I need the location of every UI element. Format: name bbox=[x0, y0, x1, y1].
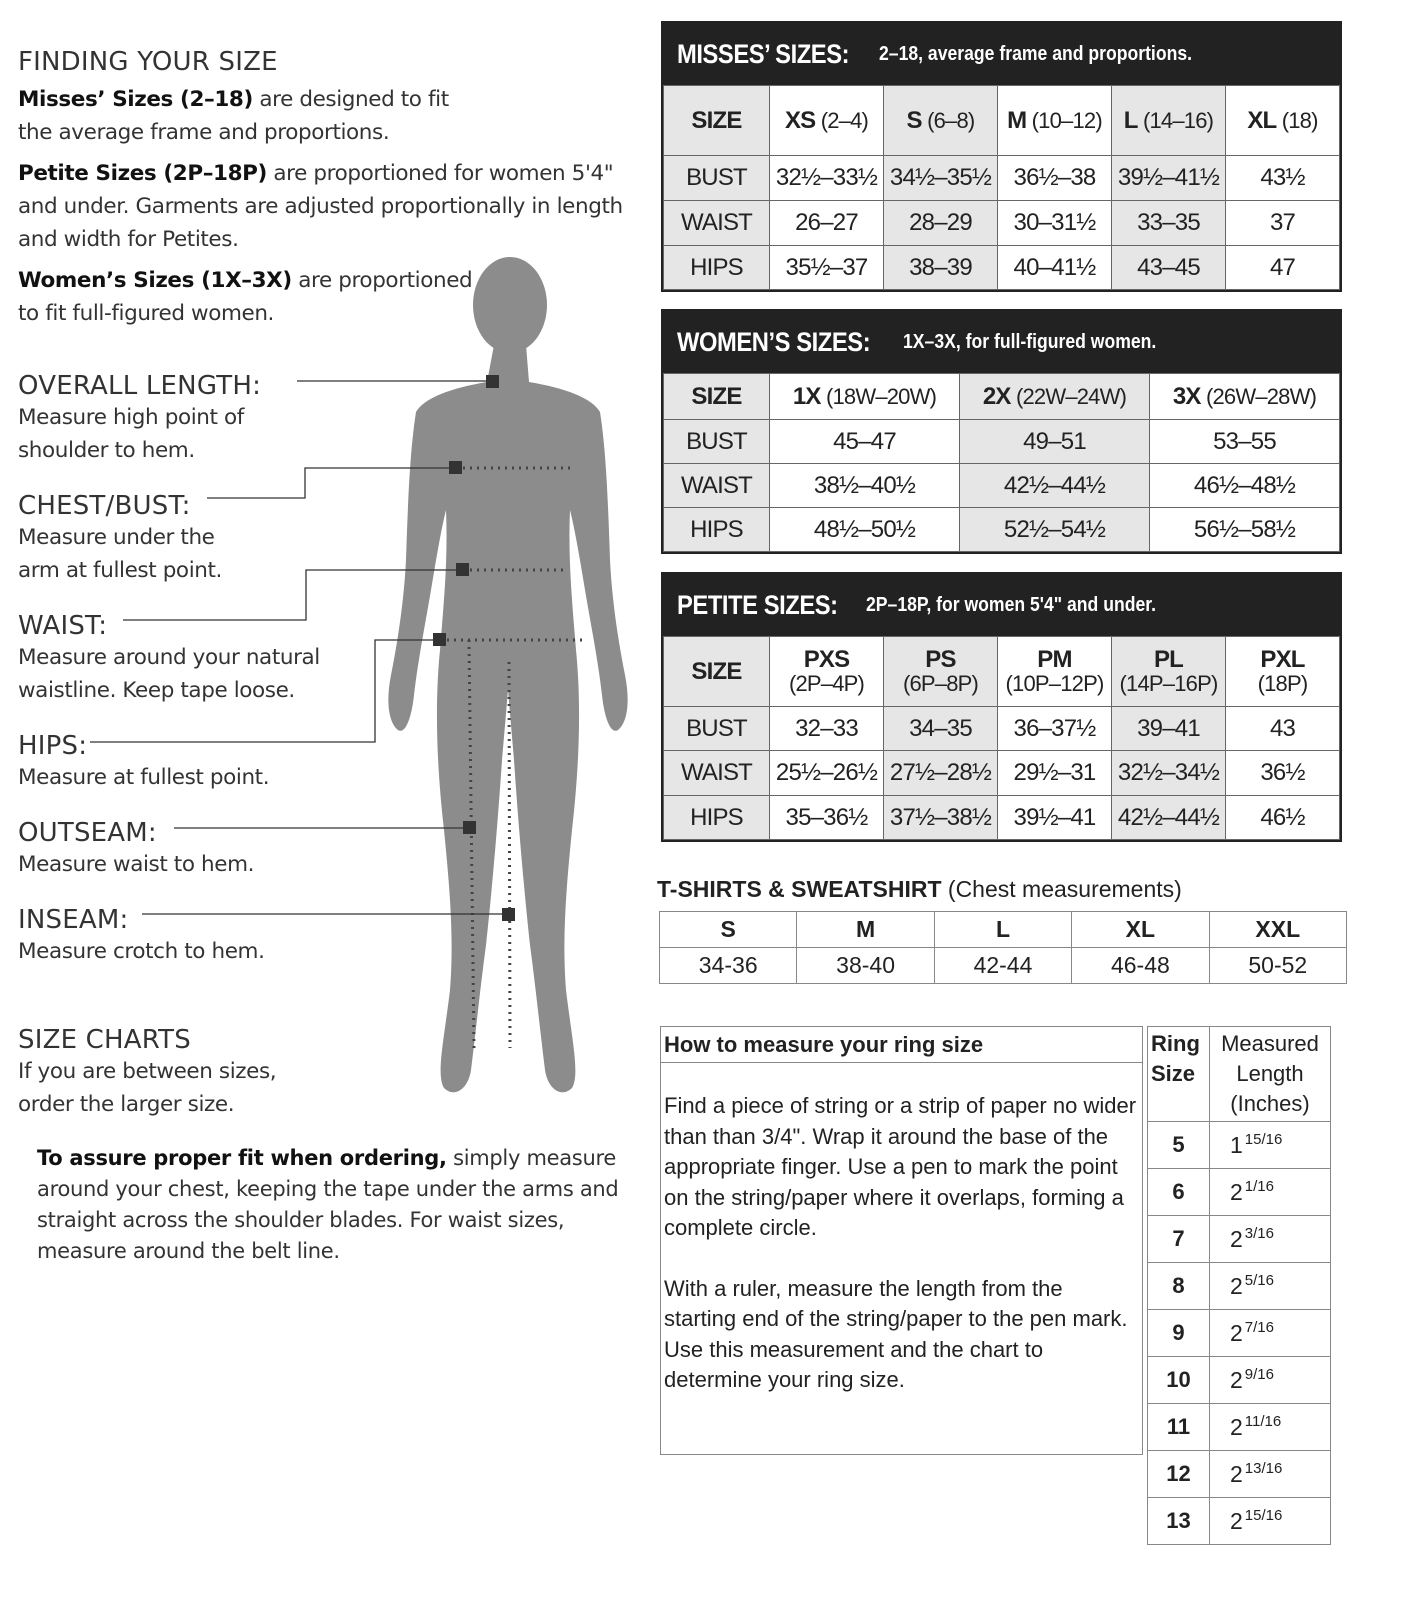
petite-description: Petite Sizes (2P–18P) are proportioned for women 5'4" and under. Garments are adjusted proportionally in length and width for Petites. bbox=[18, 161, 623, 252]
size-header: PXL (18P) bbox=[1226, 637, 1340, 707]
petite-subtitle: 2P–18P, for women 5'4" and under. bbox=[865, 593, 1156, 616]
size-header: 3X (26W–28W) bbox=[1150, 374, 1340, 420]
table-header-row: Ring Size Measured Length (Inches) bbox=[1148, 1027, 1331, 1122]
table-row: BUST 45–47 49–51 53–55 bbox=[664, 420, 1340, 464]
women-header bbox=[663, 311, 1340, 373]
hips-note bbox=[18, 731, 338, 794]
chest-bust-note bbox=[18, 491, 258, 587]
women-subtitle: 1X–3X, for full-figured women. bbox=[902, 330, 1156, 353]
outseam-text: Measure waist to hem. bbox=[18, 852, 255, 877]
ring-size-table bbox=[1147, 1026, 1331, 1545]
hips-title: HIPS: bbox=[18, 731, 88, 761]
table-row: HIPS 35–36½ 37½–38½ 39½–41 42½–44½ 46½ bbox=[664, 796, 1340, 840]
women-size-table bbox=[661, 309, 1342, 554]
women-title: WOMEN’S SIZES: bbox=[677, 326, 871, 357]
overall-length-note bbox=[18, 371, 278, 467]
table-row: BUST 32½–33½ 34½–35½ 36½–38 39½–41½ 43½ bbox=[664, 156, 1340, 201]
silhouette-icon bbox=[388, 257, 627, 1092]
misses-title: MISSES’ SIZES: bbox=[677, 38, 850, 69]
table-row: WAIST 26–27 28–29 30–31½ 33–35 37 bbox=[664, 201, 1340, 246]
misses-size-table bbox=[661, 21, 1342, 292]
table-row: BUST 32–33 34–35 36–37½ 39–41 43 bbox=[664, 707, 1340, 751]
table-row: WAIST 38½–40½ 42½–44½ 46½–48½ bbox=[664, 464, 1340, 508]
size-header: 2X (22W–24W) bbox=[960, 374, 1150, 420]
petite-size-table bbox=[661, 572, 1342, 842]
table-row: 11 2 $^{11/16}$ bbox=[1148, 1404, 1331, 1451]
size-header: PS (6P–8P) bbox=[884, 637, 998, 707]
chest-bust-title: CHEST/BUST: bbox=[18, 491, 191, 521]
inseam-note bbox=[18, 905, 338, 968]
hips-text: Measure at fullest point. bbox=[18, 765, 270, 790]
size-label: SIZE bbox=[664, 637, 770, 707]
overall-length-text: Measure high point of shoulder to hem. bbox=[18, 405, 244, 463]
size-header: L (14–16) bbox=[1112, 86, 1226, 156]
waist-note bbox=[18, 611, 363, 707]
size-charts-note bbox=[18, 1025, 318, 1121]
table-row: 8 2 $^{5/16}$ bbox=[1148, 1263, 1331, 1310]
table-row: 6 2 $^{1/16}$ bbox=[1148, 1169, 1331, 1216]
inseam-title: INSEAM: bbox=[18, 905, 129, 935]
size-header: S (6–8) bbox=[884, 86, 998, 156]
waist-text: Measure around your natural waistline. Keep tape loose. bbox=[18, 645, 320, 703]
waist-title: WAIST: bbox=[18, 611, 108, 641]
overall-length-title: OVERALL LENGTH: bbox=[18, 371, 262, 401]
table-row: WAIST 25½–26½ 27½–28½ 29½–31 32½–34½ 36½ bbox=[664, 751, 1340, 796]
ring-title: How to measure your ring size bbox=[661, 1027, 1142, 1063]
misses-subtitle: 2–18, average frame and proportions. bbox=[878, 42, 1192, 65]
table-row: HIPS 35½–37 38–39 40–41½ 43–45 47 bbox=[664, 246, 1340, 290]
table-row: S M L XL XXL bbox=[660, 912, 1347, 948]
inseam-text: Measure crotch to hem. bbox=[18, 939, 265, 964]
petite-header bbox=[663, 574, 1340, 636]
women-description: Women’s Sizes (1X–3X) are proportioned to fit full-figured women. bbox=[18, 268, 473, 326]
misses-header bbox=[663, 23, 1340, 85]
table-row: 5 1 $^{15/16}$ bbox=[1148, 1122, 1331, 1169]
ring-instructions bbox=[660, 1026, 1143, 1455]
size-header: PXS (2P–4P) bbox=[770, 637, 884, 707]
size-header: XS (2–4) bbox=[770, 86, 884, 156]
size-charts-text: If you are between sizes, order the larger size. bbox=[18, 1059, 277, 1117]
size-header: XL (18) bbox=[1226, 86, 1340, 156]
ring-text: Find a piece of string or a strip of paper no wider than than 3/4". Wrap it around the base of the appropriate finger. Use a pen to mark the point on the string/paper where it overlaps, forming a complete circle. With a ruler, measure the length from the starting end of the string/paper to the pen mark. Use this measurement and the chart to determine your ring size. bbox=[664, 1093, 1137, 1392]
size-label: SIZE bbox=[664, 374, 770, 420]
table-row: 34-36 38-40 42-44 46-48 50-52 bbox=[660, 948, 1347, 984]
table-row: 9 2 $^{7/16}$ bbox=[1148, 1310, 1331, 1357]
table-row: 7 2 $^{3/16}$ bbox=[1148, 1216, 1331, 1263]
size-header: PM (10P–12P) bbox=[998, 637, 1112, 707]
size-charts-title: SIZE CHARTS bbox=[18, 1025, 191, 1055]
size-label: SIZE bbox=[664, 86, 770, 156]
table-row: 13 2 $^{15/16}$ bbox=[1148, 1498, 1331, 1545]
size-header: PL (14P–16P) bbox=[1112, 637, 1226, 707]
table-row: 10 2 $^{9/16}$ bbox=[1148, 1357, 1331, 1404]
size-header: 1X (18W–20W) bbox=[770, 374, 960, 420]
misses-description: Misses’ Sizes (2–18) are designed to fit the average frame and proportions. bbox=[18, 87, 449, 145]
petite-title: PETITE SIZES: bbox=[677, 589, 838, 620]
outseam-title: OUTSEAM: bbox=[18, 818, 157, 848]
chest-bust-text: Measure under the arm at fullest point. bbox=[18, 525, 222, 583]
tshirt-title: T-SHIRTS & SWEATSHIRT (Chest measurements) bbox=[657, 876, 1182, 902]
size-header: M (10–12) bbox=[998, 86, 1112, 156]
outseam-note bbox=[18, 818, 338, 881]
fit-note: To assure proper fit when ordering, simply measure around your chest, keeping the tape under the arms and straight across the shoulder blades. For waist sizes, measure around the belt line. bbox=[37, 1146, 619, 1263]
finding-size-title: FINDING YOUR SIZE bbox=[18, 47, 278, 77]
tshirt-size-table bbox=[659, 911, 1347, 984]
table-row: 12 2 $^{13/16}$ bbox=[1148, 1451, 1331, 1498]
table-row: HIPS 48½–50½ 52½–54½ 56½–58½ bbox=[664, 508, 1340, 552]
